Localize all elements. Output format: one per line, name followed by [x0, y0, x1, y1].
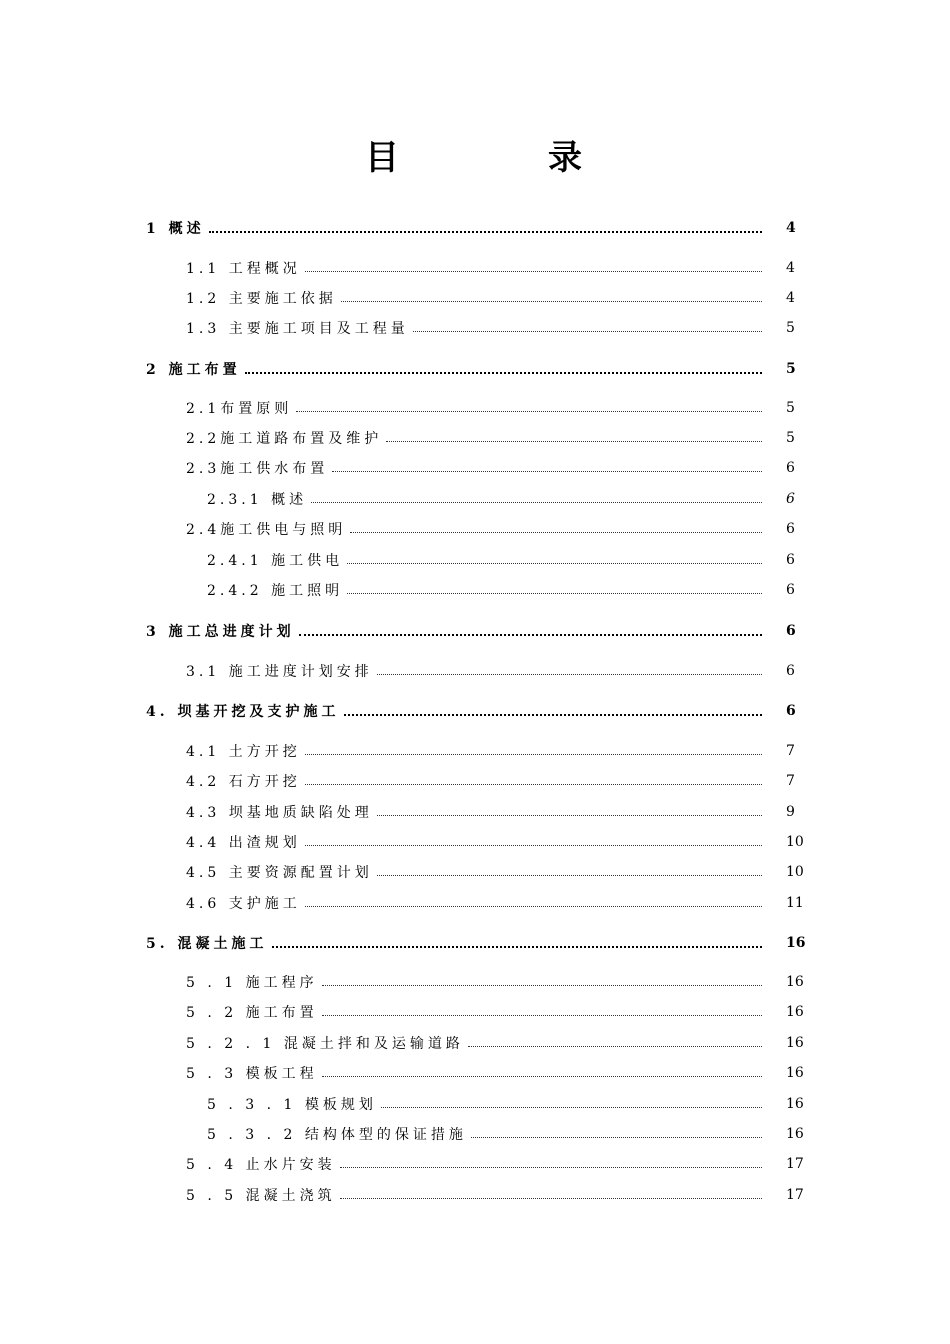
- toc-section-entry[interactable]: [186, 1002, 764, 1022]
- toc-entry-label: 4. 坝基开挖及支护施工: [146, 704, 340, 720]
- toc-page-number: 17: [786, 1156, 804, 1172]
- toc-entry-label: 5 . 4 止水片安装: [186, 1157, 336, 1173]
- toc-dot-leader: [377, 814, 762, 816]
- toc-entry-label: 2.3施工供水布置: [186, 461, 329, 477]
- toc-dot-leader: [471, 1136, 762, 1138]
- toc-dot-leader: [299, 633, 762, 636]
- toc-section-entry[interactable]: [186, 258, 764, 278]
- toc-page-number: 6: [786, 552, 795, 568]
- toc-page-number: 16: [786, 1096, 804, 1112]
- toc-section-entry[interactable]: [186, 1033, 764, 1053]
- toc-section-entry[interactable]: [207, 1094, 764, 1114]
- toc-section-entry[interactable]: [207, 489, 764, 509]
- toc-entry-label: 2.4.1 施工供电: [207, 553, 344, 569]
- toc-section-entry[interactable]: [186, 1185, 764, 1205]
- toc-page-number: 11: [786, 895, 804, 911]
- toc-page-number: 10: [786, 834, 804, 850]
- toc-entry-label: 1.3 主要施工项目及工程量: [186, 321, 409, 337]
- toc-entry-label: 1.1 工程概况: [186, 261, 301, 277]
- toc-section-entry[interactable]: [186, 1154, 764, 1174]
- toc-section-entry[interactable]: [186, 741, 764, 761]
- toc-dot-leader: [386, 440, 762, 442]
- toc-page-number: 16: [786, 974, 804, 990]
- toc-dot-leader: [305, 270, 762, 272]
- toc-page-number: 16: [786, 935, 806, 951]
- toc-entry-label: 1 概述: [146, 221, 205, 237]
- toc-section-entry[interactable]: [186, 519, 764, 539]
- toc-page-number: 5: [786, 320, 795, 336]
- toc-entry-label: 4.4 出渣规划: [186, 835, 301, 851]
- toc-chapter-entry[interactable]: [146, 218, 764, 238]
- toc-page-number: 16: [786, 1035, 804, 1051]
- toc-entry-label: 2.3.1 概述: [207, 492, 308, 508]
- toc-page-number: 4: [786, 220, 796, 236]
- toc-dot-leader: [340, 1197, 762, 1199]
- toc-dot-leader: [377, 673, 762, 675]
- toc-entry-label: 5 . 2 . 1 混凝土拌和及运输道路: [186, 1036, 464, 1052]
- toc-section-entry[interactable]: [207, 580, 764, 600]
- toc-page-number: 16: [786, 1004, 804, 1020]
- toc-entry-label: 5 . 1 施工程序: [186, 975, 318, 991]
- toc-page-number: 17: [786, 1187, 804, 1203]
- toc-page-number: 16: [786, 1065, 804, 1081]
- toc-dot-leader: [468, 1045, 762, 1047]
- toc-entry-label: 3 施工总进度计划: [146, 624, 295, 640]
- toc-chapter-entry[interactable]: [146, 701, 764, 721]
- toc-page-number: 5: [786, 430, 795, 446]
- toc-dot-leader: [272, 945, 763, 948]
- toc-dot-leader: [305, 844, 762, 846]
- toc-entry-label: 5 . 5 混凝土浇筑: [186, 1188, 336, 1204]
- toc-page-number: 6: [786, 460, 795, 476]
- toc-dot-leader: [344, 713, 763, 716]
- toc-section-entry[interactable]: [186, 771, 764, 791]
- toc-dot-leader: [305, 905, 762, 907]
- toc-section-entry[interactable]: [186, 458, 764, 478]
- toc-entry-label: 4.6 支护施工: [186, 896, 301, 912]
- toc-dot-leader: [322, 1014, 762, 1016]
- toc-entry-label: 5 . 3 . 1 模板规划: [207, 1097, 377, 1113]
- toc-entry-label: 2.1布置原则: [186, 401, 293, 417]
- toc-dot-leader: [377, 874, 762, 876]
- toc-entry-label: 2 施工布置: [146, 362, 241, 378]
- toc-page-number: 16: [786, 1126, 804, 1142]
- toc-dot-leader: [245, 371, 762, 374]
- toc-entry-label: 2.4.2 施工照明: [207, 583, 344, 599]
- toc-page-number: 5: [786, 361, 796, 377]
- toc-page-number: 7: [786, 773, 795, 789]
- toc-entry-label: 3.1 施工进度计划安排: [186, 664, 373, 680]
- toc-entry-label: 4.3 坝基地质缺陷处理: [186, 805, 373, 821]
- toc-entry-label: 4.2 石方开挖: [186, 774, 301, 790]
- toc-dot-leader: [381, 1106, 762, 1108]
- toc-page-number: 6: [786, 663, 795, 679]
- toc-dot-leader: [296, 410, 762, 412]
- toc-entry-label: 2.2施工道路布置及维护: [186, 431, 383, 447]
- toc-section-entry[interactable]: [207, 550, 764, 570]
- toc-dot-leader: [350, 531, 762, 533]
- toc-entry-label: 5 . 3 . 2 结构体型的保证措施: [207, 1127, 467, 1143]
- toc-chapter-entry[interactable]: [146, 359, 764, 379]
- toc-dot-leader: [322, 1075, 762, 1077]
- toc-entry-label: 5. 混凝土施工: [146, 936, 268, 952]
- toc-page-number: 6: [786, 623, 796, 639]
- toc-dot-leader: [341, 300, 762, 302]
- toc-section-entry[interactable]: [186, 802, 764, 822]
- toc-entry-label: 1.2 主要施工依据: [186, 291, 337, 307]
- toc-dot-leader: [347, 592, 762, 594]
- toc-page-number: 6: [786, 582, 795, 598]
- toc-entry-label: 2.4施工供电与照明: [186, 522, 347, 538]
- toc-section-entry[interactable]: [186, 832, 764, 852]
- title-char-2: 录: [548, 138, 582, 178]
- toc-section-entry[interactable]: [186, 862, 764, 882]
- toc-section-entry[interactable]: [186, 661, 764, 681]
- toc-section-entry[interactable]: [186, 318, 764, 338]
- toc-dot-leader: [347, 562, 762, 564]
- toc-page-number: 5: [786, 400, 795, 416]
- toc-dot-leader: [311, 501, 762, 503]
- toc-dot-leader: [305, 783, 762, 785]
- toc-page-number: 4: [786, 260, 795, 276]
- toc-entry-label: 5 . 2 施工布置: [186, 1005, 318, 1021]
- toc-section-entry[interactable]: [186, 972, 764, 992]
- toc-entry-label: 4.1 土方开挖: [186, 744, 301, 760]
- toc-entry-label: 5 . 3 模板工程: [186, 1066, 318, 1082]
- toc-page-number: 6: [786, 491, 795, 507]
- toc-page-number: 6: [786, 521, 795, 537]
- toc-page-number: 4: [786, 290, 795, 306]
- toc-page-number: 6: [786, 703, 796, 719]
- toc-dot-leader: [209, 230, 762, 233]
- toc-dot-leader: [322, 984, 762, 986]
- toc-dot-leader: [332, 470, 762, 472]
- toc-chapter-entry[interactable]: [146, 933, 764, 953]
- title-char-1: 目: [365, 138, 399, 178]
- toc-section-entry[interactable]: [207, 1124, 764, 1144]
- toc-section-entry[interactable]: [186, 428, 764, 448]
- toc-dot-leader: [305, 753, 762, 755]
- toc-page-number: 7: [786, 743, 795, 759]
- toc-page-number: 9: [786, 804, 795, 820]
- toc-dot-leader: [340, 1166, 762, 1168]
- toc-entry-label: 4.5 主要资源配置计划: [186, 865, 373, 881]
- toc-dot-leader: [413, 330, 762, 332]
- toc-section-entry[interactable]: [186, 398, 764, 418]
- toc-section-entry[interactable]: [186, 288, 764, 308]
- toc-chapter-entry[interactable]: [146, 621, 764, 641]
- toc-page-number: 10: [786, 864, 804, 880]
- toc-section-entry[interactable]: [186, 1063, 764, 1083]
- toc-section-entry[interactable]: [186, 893, 764, 913]
